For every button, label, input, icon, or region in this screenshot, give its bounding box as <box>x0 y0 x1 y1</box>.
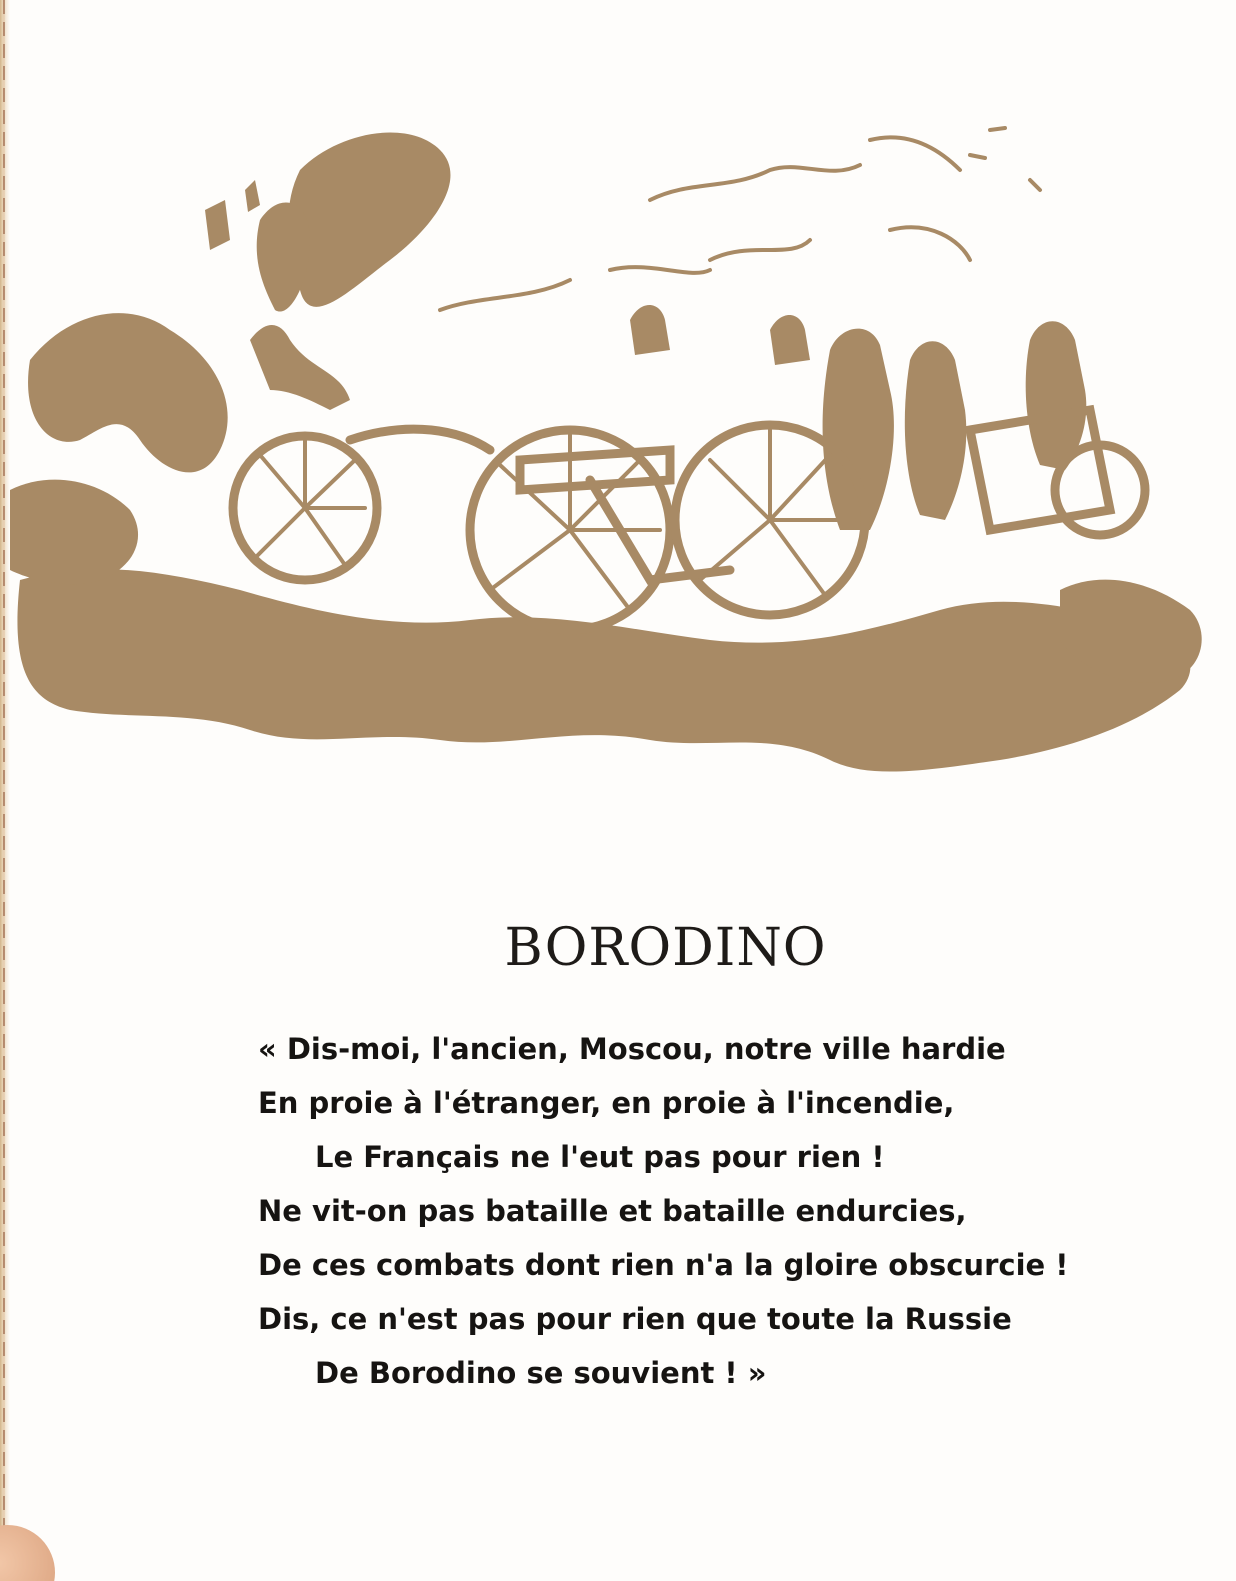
reader-thumb <box>0 1525 55 1581</box>
poem-line-5: De ces combats dont rien n'a la gloire obscurcie ! <box>258 1248 1069 1282</box>
soldier-figure-2 <box>905 341 967 520</box>
battle-illustration <box>10 110 1210 790</box>
poem-line-4: Ne vit-on pas bataille et bataille endurcies, <box>258 1194 967 1228</box>
poem-line-6: Dis, ce n'est pas pour rien que toute la Russie <box>258 1302 1012 1336</box>
poem-line-2: En proie à l'étranger, en proie à l'incendie, <box>258 1086 955 1120</box>
rider-silhouette <box>250 325 350 410</box>
smoke-blot-left <box>28 313 228 472</box>
poem-line-3: Le Français ne l'eut pas pour rien ! <box>315 1140 885 1174</box>
page-binding-edge <box>0 0 10 1581</box>
poem-line-1: « Dis-moi, l'ancien, Moscou, notre ville hardie <box>258 1032 1006 1066</box>
smoke-blot-top <box>288 133 450 307</box>
poem-stanza <box>258 1022 1158 1400</box>
ground-blot-left <box>10 480 138 585</box>
poem-title: BORODINO <box>504 918 827 978</box>
page-edge-line <box>3 0 5 1581</box>
poem-line-7: De Borodino se souvient ! » <box>315 1356 767 1390</box>
ground-shadow <box>17 569 1190 771</box>
